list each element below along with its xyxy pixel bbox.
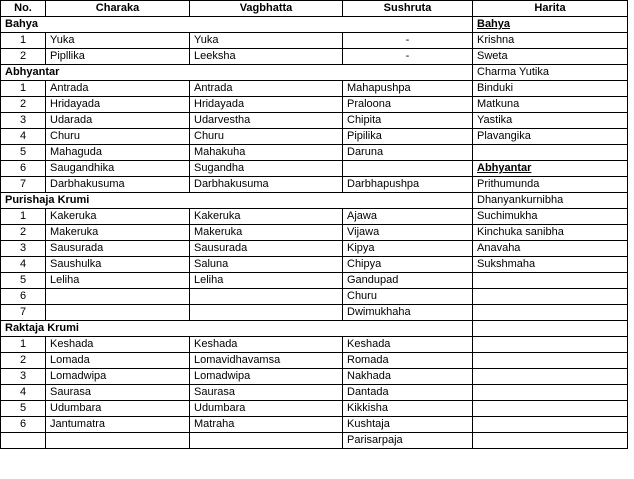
section-blank [190, 321, 473, 337]
row-no: 6 [1, 417, 46, 433]
table-row [1, 177, 628, 193]
harita-cell [473, 433, 628, 449]
row-no: 4 [1, 385, 46, 401]
table-row [1, 129, 628, 145]
harita-cell: Anavaha [473, 241, 628, 257]
table-row [1, 337, 628, 353]
charaka-cell: Mahaguda [46, 145, 190, 161]
sushruta-cell: Parisarpaja [343, 433, 473, 449]
section-label-purishaja: Purishaja Krumi [1, 193, 190, 209]
charaka-cell: Antrada [46, 81, 190, 97]
charaka-cell: Saushulka [46, 257, 190, 273]
vagbhatta-cell: Saurasa [190, 385, 343, 401]
vagbhatta-cell [190, 289, 343, 305]
charaka-cell: Leliha [46, 273, 190, 289]
table-row [1, 209, 628, 225]
sushruta-cell: Daruna [343, 145, 473, 161]
charaka-cell: Udarada [46, 113, 190, 129]
vagbhatta-cell: Yuka [190, 33, 343, 49]
vagbhatta-cell: Antrada [190, 81, 343, 97]
charaka-cell: Saurasa [46, 385, 190, 401]
vagbhatta-cell: Churu [190, 129, 343, 145]
sushruta-cell [343, 161, 473, 177]
sushruta-cell: Gandupad [343, 273, 473, 289]
sushruta-cell: Kipya [343, 241, 473, 257]
harita-cell: Dhanyankurnibha [473, 193, 628, 209]
table-row [1, 225, 628, 241]
charaka-cell: Lomada [46, 353, 190, 369]
harita-cell [473, 385, 628, 401]
charaka-cell: Makeruka [46, 225, 190, 241]
vagbhatta-cell: Kakeruka [190, 209, 343, 225]
vagbhatta-cell: Udarvestha [190, 113, 343, 129]
harita-cell [473, 305, 628, 321]
table-row [1, 353, 628, 369]
harita-cell: Sukshmaha [473, 257, 628, 273]
charaka-cell: Udumbara [46, 401, 190, 417]
sushruta-cell: Dwimukhaha [343, 305, 473, 321]
sushruta-cell: Ajawa [343, 209, 473, 225]
table-row [1, 113, 628, 129]
vagbhatta-cell: Lomavidhavamsa [190, 353, 343, 369]
table-row [1, 97, 628, 113]
row-no: 2 [1, 225, 46, 241]
harita-cell: Charma Yutika [473, 65, 628, 81]
charaka-cell [46, 289, 190, 305]
header-no: No. [1, 1, 46, 17]
sushruta-cell: - [343, 49, 473, 65]
charaka-cell: Churu [46, 129, 190, 145]
vagbhatta-cell: Sausurada [190, 241, 343, 257]
harita-cell [473, 417, 628, 433]
row-no: 3 [1, 369, 46, 385]
row-no: 5 [1, 273, 46, 289]
harita-cell: Plavangika [473, 129, 628, 145]
vagbhatta-cell: Udumbara [190, 401, 343, 417]
section-blank [190, 193, 473, 209]
charaka-cell: Darbhakusuma [46, 177, 190, 193]
harita-cell: Suchimukha [473, 209, 628, 225]
harita-cell [473, 321, 628, 337]
table-row [1, 417, 628, 433]
row-no: 7 [1, 177, 46, 193]
charaka-cell: Pipllika [46, 49, 190, 65]
row-no: 3 [1, 113, 46, 129]
row-no: 1 [1, 81, 46, 97]
vagbhatta-cell: Leliha [190, 273, 343, 289]
row-no: 4 [1, 257, 46, 273]
sushruta-cell: Nakhada [343, 369, 473, 385]
table-row [1, 81, 628, 97]
harita-cell: Abhyantar [473, 161, 628, 177]
row-no: 6 [1, 289, 46, 305]
harita-cell: Sweta [473, 49, 628, 65]
charaka-cell: Saugandhika [46, 161, 190, 177]
row-no: 5 [1, 145, 46, 161]
section-row-bahya [1, 17, 628, 33]
sushruta-cell: Chipita [343, 113, 473, 129]
row-no: 4 [1, 129, 46, 145]
harita-cell: Krishna [473, 33, 628, 49]
harita-cell: Binduki [473, 81, 628, 97]
charaka-cell: Hridayada [46, 97, 190, 113]
harita-cell [473, 145, 628, 161]
charaka-cell: Lomadwipa [46, 369, 190, 385]
row-no: 1 [1, 337, 46, 353]
header-harita: Harita [473, 1, 628, 17]
harita-cell: Matkuna [473, 97, 628, 113]
vagbhatta-cell: Matraha [190, 417, 343, 433]
row-no: 5 [1, 401, 46, 417]
harita-cell [473, 289, 628, 305]
vagbhatta-cell: Lomadwipa [190, 369, 343, 385]
harita-cell [473, 401, 628, 417]
harita-cell [473, 273, 628, 289]
row-no: 2 [1, 49, 46, 65]
table-row [1, 257, 628, 273]
section-label-bahya: Bahya [1, 17, 190, 33]
table-row [1, 145, 628, 161]
vagbhatta-cell [190, 433, 343, 449]
table-row [1, 273, 628, 289]
sushruta-cell: Romada [343, 353, 473, 369]
sushruta-cell: - [343, 33, 473, 49]
charaka-cell: Keshada [46, 337, 190, 353]
row-no: 1 [1, 33, 46, 49]
harita-cell: Kinchuka sanibha [473, 225, 628, 241]
section-row-raktaja [1, 321, 628, 337]
vagbhatta-cell: Darbhakusuma [190, 177, 343, 193]
row-no: 2 [1, 353, 46, 369]
harita-cell [473, 337, 628, 353]
sushruta-cell: Vijawa [343, 225, 473, 241]
sushruta-cell: Kushtaja [343, 417, 473, 433]
sushruta-cell: Dantada [343, 385, 473, 401]
charaka-cell [46, 305, 190, 321]
sushruta-cell: Mahapushpa [343, 81, 473, 97]
section-label-abhyantar: Abhyantar [1, 65, 190, 81]
section-row-purishaja [1, 193, 628, 209]
charaka-cell: Jantumatra [46, 417, 190, 433]
table-row [1, 305, 628, 321]
sushruta-cell: Chipya [343, 257, 473, 273]
header-vagbhatta: Vagbhatta [190, 1, 343, 17]
row-no: 6 [1, 161, 46, 177]
sushruta-cell: Keshada [343, 337, 473, 353]
table-row [1, 401, 628, 417]
row-no: 3 [1, 241, 46, 257]
charaka-cell: Yuka [46, 33, 190, 49]
vagbhatta-cell: Saluna [190, 257, 343, 273]
row-no: 7 [1, 305, 46, 321]
section-blank [190, 17, 473, 33]
sushruta-cell: Churu [343, 289, 473, 305]
table-row [1, 289, 628, 305]
charaka-cell: Kakeruka [46, 209, 190, 225]
section-label-raktaja: Raktaja Krumi [1, 321, 190, 337]
harita-cell: Bahya [473, 17, 628, 33]
table-row [1, 161, 628, 177]
harita-cell: Yastika [473, 113, 628, 129]
harita-cell [473, 369, 628, 385]
header-charaka: Charaka [46, 1, 190, 17]
row-no [1, 433, 46, 449]
row-no: 1 [1, 209, 46, 225]
header-row [1, 1, 628, 17]
header-sushruta: Sushruta [343, 1, 473, 17]
table-row [1, 385, 628, 401]
table-row [1, 49, 628, 65]
vagbhatta-cell: Keshada [190, 337, 343, 353]
charaka-cell: Sausurada [46, 241, 190, 257]
section-row-abhyantar [1, 65, 628, 81]
sushruta-cell: Pipilika [343, 129, 473, 145]
table-row [1, 433, 628, 449]
table-row [1, 33, 628, 49]
table-row [1, 369, 628, 385]
harita-cell: Prithumunda [473, 177, 628, 193]
section-blank [190, 65, 473, 81]
vagbhatta-cell [190, 305, 343, 321]
vagbhatta-cell: Hridayada [190, 97, 343, 113]
row-no: 2 [1, 97, 46, 113]
vagbhatta-cell: Makeruka [190, 225, 343, 241]
vagbhatta-cell: Sugandha [190, 161, 343, 177]
sushruta-cell: Praloona [343, 97, 473, 113]
sushruta-cell: Kikkisha [343, 401, 473, 417]
vagbhatta-cell: Leeksha [190, 49, 343, 65]
charaka-cell [46, 433, 190, 449]
sushruta-cell: Darbhapushpa [343, 177, 473, 193]
vagbhatta-cell: Mahakuha [190, 145, 343, 161]
harita-cell [473, 353, 628, 369]
table-row [1, 241, 628, 257]
